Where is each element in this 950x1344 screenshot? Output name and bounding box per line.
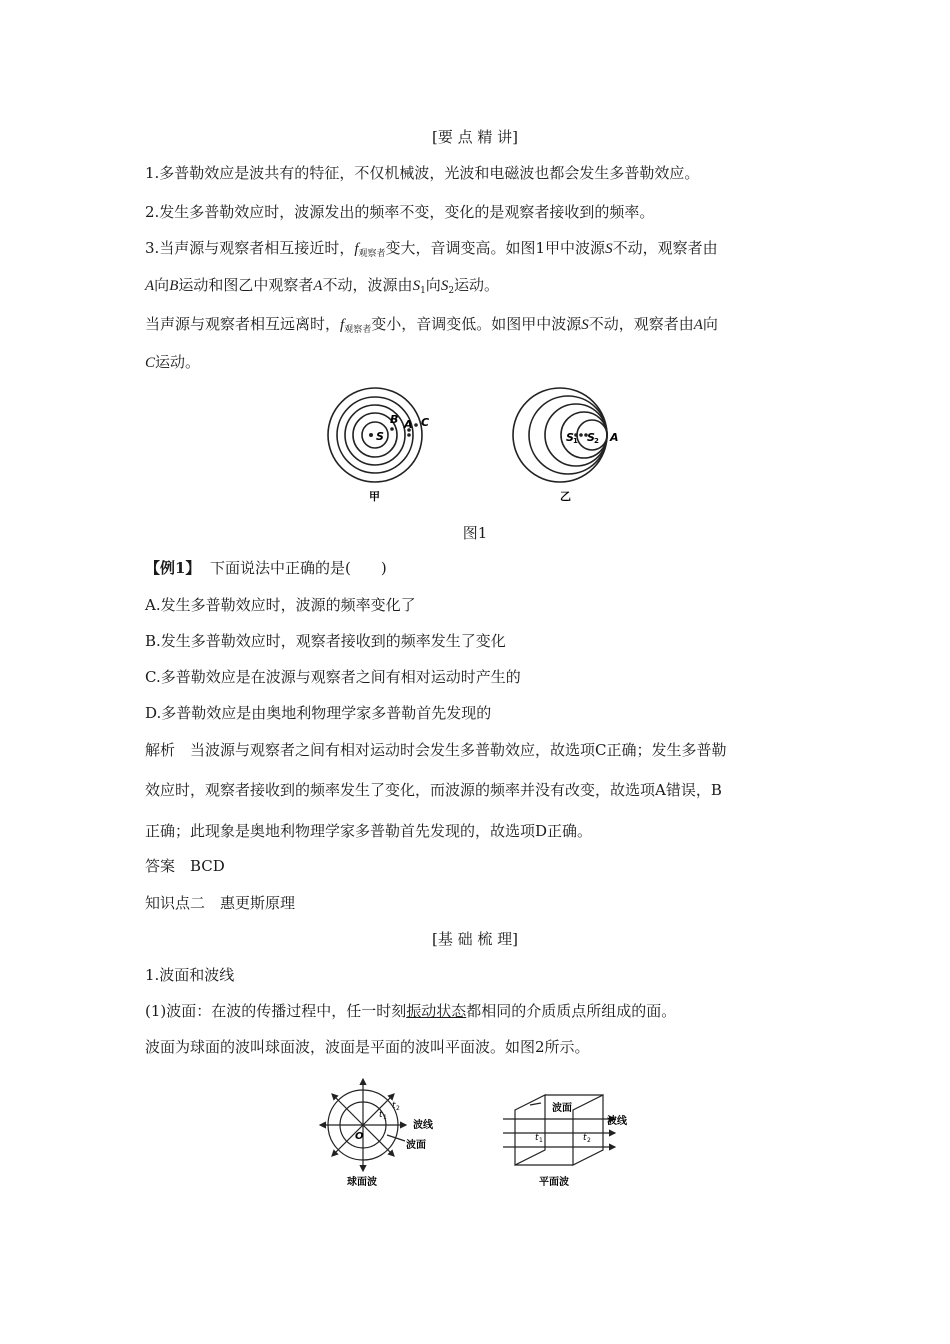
label-yi: 乙 [560, 490, 571, 503]
point-B [390, 427, 394, 431]
text-segment: 当声源与观察者相互远离时， [145, 315, 341, 333]
label-t1-sub: 1 [383, 1114, 387, 1121]
symbol-A: A [693, 317, 703, 333]
label-wave-line-plane: 波线 [607, 1116, 627, 1127]
symbol-S: S [605, 241, 613, 257]
point-A2 [407, 433, 411, 437]
section-heading-key-points: [要 点 精 讲] [431, 128, 518, 146]
figure-2-wave-types [315, 1075, 645, 1195]
example-question: 下面说法中正确的是( ) [209, 559, 387, 577]
subscript-1: 1 [420, 286, 426, 296]
option-a: A.发生多普勒效应时，波源的频率变化了 [145, 596, 416, 614]
section-heading-basics: [基 础 梳 理] [431, 930, 518, 948]
text-segment: 向 [154, 276, 170, 294]
text-segment: (1)波面：在波的传播过程中，任一时刻 [145, 1002, 407, 1020]
underlined-term: 振动状态 [406, 1002, 467, 1020]
symbol-S: S [581, 317, 589, 333]
paragraph-4 [145, 314, 718, 340]
option-c: C.多普勒效应是在波源与观察者之间有相对运动时产生的 [145, 668, 521, 686]
subscript-observer: 观察者 [344, 325, 372, 335]
analysis-line-3: 正确；此现象是奥地利物理学家多普勒首先发现的，故选项D正确。 [145, 822, 593, 840]
source-dot-mid [579, 433, 583, 437]
example-1 [145, 558, 387, 578]
text-segment: 不动，波源由 [322, 276, 413, 294]
label-plane-t1-sub: 1 [539, 1137, 543, 1144]
label-t2-sub: 2 [396, 1105, 400, 1112]
text-segment: 运动。 [454, 276, 500, 294]
subscript-observer: 观察者 [358, 249, 386, 259]
figure-1-caption: 图1 [462, 524, 488, 542]
label-A-yi: A [610, 431, 619, 444]
label-spherical-wave: 球面波 [347, 1177, 377, 1188]
label-jia: 甲 [369, 490, 380, 503]
label-S1-sub: 1 [573, 437, 578, 445]
paragraph-sphere-plane: 波面为球面的波叫球面波，波面是平面的波叫平面波。如图2所示。 [145, 1038, 590, 1056]
figure-1-doppler [320, 385, 630, 505]
symbol-B: B [169, 278, 179, 294]
analysis-line-2: 效应时，观察者接收到的频率发生了变化，而波源的频率并没有改变，故选项A错误，B [145, 781, 722, 799]
symbol-C: C [145, 355, 156, 371]
label-plane-t1: t [535, 1133, 539, 1143]
label-S1: S [566, 431, 574, 444]
label-S2: S [587, 431, 595, 444]
answer: 答案 BCD [145, 857, 225, 875]
label-S2-sub: 2 [594, 437, 599, 445]
text-segment: 运动。 [155, 353, 201, 371]
text-segment: 3.当声源与观察者相互接近时， [145, 239, 355, 257]
text-segment: 不动，观察者由 [612, 239, 718, 257]
subsection-wave-surface: 1.波面和波线 [145, 966, 235, 984]
text-segment: 向 [425, 276, 441, 294]
option-b: B.发生多普勒效应时，观察者接收到的频率发生了变化 [145, 632, 506, 650]
symbol-f: f [340, 317, 345, 333]
option-d: D.多普勒效应是由奥地利物理学家多普勒首先发现的 [145, 704, 492, 722]
paragraph-3a [145, 238, 718, 264]
symbol-f: f [354, 241, 359, 257]
knowledge-point-title: 知识点二 惠更斯原理 [145, 894, 296, 912]
source-dot-S [369, 433, 373, 437]
label-t1: t [379, 1110, 383, 1120]
symbol-A: A [145, 278, 155, 294]
example-tag: 【例1】 [145, 559, 201, 577]
label-B: B [390, 413, 399, 426]
text-segment: 向 [702, 315, 718, 333]
label-C: C [421, 416, 430, 429]
label-plane-t2: t [583, 1133, 587, 1143]
analysis-line-1: 解析 当波源与观察者之间有相对运动时会发生多普勒效应，故选项C正确；发生多普勒 [145, 741, 727, 759]
text-segment: 都相同的介质质点所组成的面。 [466, 1002, 677, 1020]
label-plane-t2-sub: 2 [587, 1137, 591, 1144]
paragraph-1: 1.多普勒效应是波共有的特征，不仅机械波，光波和电磁波也都会发生多普勒效应。 [145, 164, 700, 182]
label-plane-wave: 平面波 [539, 1177, 569, 1188]
symbol-A: A [313, 278, 323, 294]
text-segment: 变大，音调变高。如图1甲中波源 [385, 239, 606, 257]
label-A: A [404, 418, 413, 431]
text-segment: 变小，音调变低。如图甲中波源 [371, 315, 582, 333]
paragraph-2: 2.发生多普勒效应时，波源发出的频率不变，变化的是观察者接收到的频率。 [145, 203, 655, 221]
label-O: O [355, 1131, 364, 1142]
spherical-wave [320, 1079, 406, 1171]
paragraph-5 [145, 352, 200, 373]
label-wave-face-plane: 波面 [552, 1103, 572, 1114]
symbol-S2: S [440, 278, 449, 294]
symbol-S1: S [412, 278, 421, 294]
point-C [414, 423, 418, 427]
label-t2: t [392, 1101, 396, 1111]
definition-wave-surface [145, 1001, 676, 1021]
text-segment: 运动和图乙中观察者 [178, 276, 314, 294]
subscript-2: 2 [448, 286, 455, 296]
label-wave-face-sphere: 波面 [406, 1140, 426, 1151]
label-wave-line-sphere: 波线 [413, 1120, 433, 1131]
paragraph-3b [145, 275, 499, 301]
text-segment: 不动，观察者由 [588, 315, 694, 333]
label-S: S [376, 430, 384, 443]
